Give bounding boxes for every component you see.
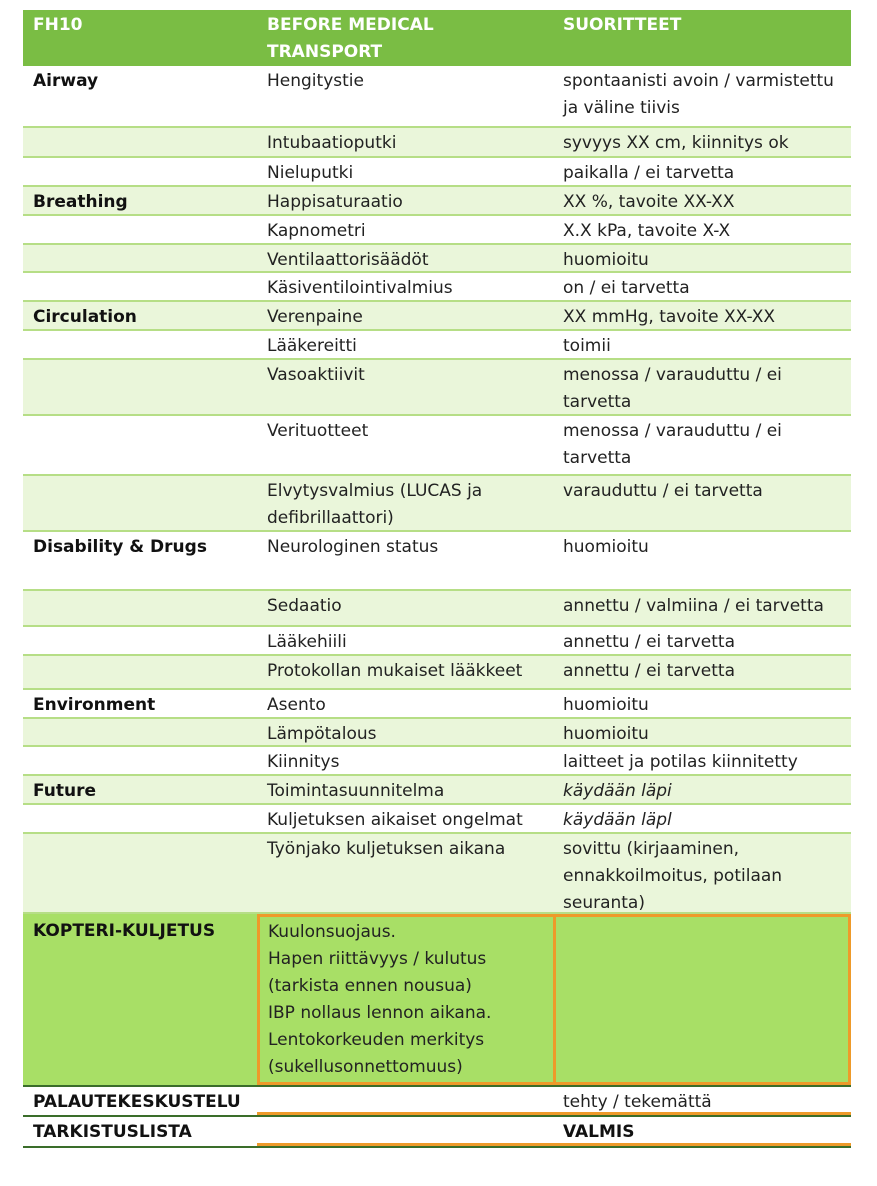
table-row xyxy=(23,532,851,591)
table-row xyxy=(23,273,851,302)
status-text: XX %, tavoite XX-XX xyxy=(563,192,735,212)
section-label xyxy=(23,627,257,654)
kopteri-notes xyxy=(257,914,553,1085)
section-label: KOPTERI-KULJETUS xyxy=(33,921,216,941)
header-col3: SUORITTEET xyxy=(563,15,682,35)
table-row xyxy=(23,128,851,158)
item-label: Toimintasuunnitelma xyxy=(267,781,445,801)
kopteri-line: Lentokorkeuden merkitys xyxy=(268,1030,485,1050)
table-row xyxy=(23,416,851,476)
section-label xyxy=(23,747,257,774)
status-text: annettu / valmiina / ei tarvetta xyxy=(563,596,824,616)
table-row xyxy=(23,66,851,128)
item-label: Kuljetuksen aikaiset ongelmat xyxy=(267,810,523,830)
status-text: annettu / ei tarvetta xyxy=(563,632,735,652)
status-text: tehty / tekemättä xyxy=(553,1087,851,1115)
section-label xyxy=(23,331,257,358)
status-text: varauduttu / ei tarvetta xyxy=(563,481,763,501)
section-label xyxy=(23,158,257,185)
header-col2: BEFORE MEDICAL TRANSPORT xyxy=(267,15,434,62)
kopteri-line: IBP nollaus lennon aikana. xyxy=(268,1003,492,1023)
header-col1: FH10 xyxy=(33,15,83,35)
status-text: spontaanisti avoin / varmistettu ja väline tiivis xyxy=(563,71,834,118)
table-header xyxy=(23,10,851,66)
checklist-table xyxy=(23,10,851,1148)
status-text: laitteet ja potilas kiinnitetty xyxy=(563,752,798,772)
table-row xyxy=(23,1085,851,1117)
section-label xyxy=(23,360,257,414)
status-text: huomioitu xyxy=(563,695,649,715)
kopteri-row xyxy=(23,914,851,1085)
status-text: käydään läpi xyxy=(563,781,672,801)
status-text: syvyys XX cm, kiinnitys ok xyxy=(563,133,789,153)
item-label: Lämpötalous xyxy=(267,724,377,744)
item-label: Neurologinen status xyxy=(267,537,439,557)
table-row xyxy=(23,591,851,627)
table-row xyxy=(23,158,851,187)
table-row xyxy=(23,719,851,747)
table-row xyxy=(23,476,851,532)
section-label xyxy=(23,273,257,300)
table-row xyxy=(23,360,851,416)
section-label: Environment xyxy=(33,695,156,715)
section-label xyxy=(23,216,257,243)
section-label: PALAUTEKESKUSTELU xyxy=(33,1092,241,1112)
section-label: Circulation xyxy=(33,307,137,327)
section-label xyxy=(23,128,257,156)
section-label: Disability & Drugs xyxy=(33,537,207,557)
item-label: Intubaatioputki xyxy=(267,133,397,153)
item-label xyxy=(257,1087,553,1115)
section-label xyxy=(23,719,257,745)
item-label: Käsiventilointivalmius xyxy=(267,278,453,298)
table-row xyxy=(23,187,851,216)
table-row xyxy=(23,302,851,331)
item-label: Hengitystie xyxy=(267,71,364,91)
table-row xyxy=(23,656,851,690)
item-label: Verenpaine xyxy=(267,307,363,327)
table-row xyxy=(23,776,851,805)
status-text: menossa / varauduttu / ei tarvetta xyxy=(563,421,782,468)
section-label xyxy=(23,591,257,625)
status-text: paikalla / ei tarvetta xyxy=(563,163,735,183)
section-label xyxy=(23,245,257,271)
section-label xyxy=(23,834,257,912)
table-row xyxy=(23,747,851,776)
item-label: Vasoaktiivit xyxy=(267,365,365,385)
status-text xyxy=(553,914,851,1085)
status-text: VALMIS xyxy=(553,1117,851,1146)
kopteri-line: (sukellusonnettomuus) xyxy=(268,1057,463,1077)
item-label: Nieluputki xyxy=(267,163,354,183)
item-label xyxy=(257,1117,553,1146)
item-label: Protokollan mukaiset lääkkeet xyxy=(267,661,523,681)
section-label: Breathing xyxy=(33,192,128,212)
status-text: huomioitu xyxy=(563,724,649,744)
status-text: X.X kPa, tavoite X-X xyxy=(563,221,731,241)
table-row xyxy=(23,331,851,360)
table-row xyxy=(23,834,851,914)
item-label: Kiinnitys xyxy=(267,752,340,772)
kopteri-line: (tarkista ennen nousua) xyxy=(268,976,472,996)
item-label: Asento xyxy=(267,695,326,715)
table-row xyxy=(23,805,851,834)
item-label: Lääkehiili xyxy=(267,632,347,652)
status-text: käydään läpl xyxy=(563,810,672,830)
section-label xyxy=(23,656,257,688)
status-text: huomioitu xyxy=(563,537,649,557)
item-label: Verituotteet xyxy=(267,421,369,441)
status-text: huomioitu xyxy=(563,250,649,270)
table-row xyxy=(23,1117,851,1148)
status-text: annettu / ei tarvetta xyxy=(563,661,735,681)
section-label xyxy=(23,416,257,474)
status-text: sovittu (kirjaaminen, ennakkoilmoitus, potilaan seuranta) xyxy=(563,839,783,913)
status-text: on / ei tarvetta xyxy=(563,278,690,298)
section-label xyxy=(23,805,257,832)
item-label: Lääkereitti xyxy=(267,336,357,356)
table-row xyxy=(23,627,851,656)
item-label: Kapnometri xyxy=(267,221,366,241)
item-label: Elvytysvalmius (LUCAS ja defibrillaattori) xyxy=(267,481,483,528)
section-label: Future xyxy=(33,781,97,801)
table-row xyxy=(23,245,851,273)
section-label xyxy=(23,476,257,530)
status-text: toimii xyxy=(563,336,611,356)
item-label: Happisaturaatio xyxy=(267,192,403,212)
kopteri-line: Hapen riittävyys / kulutus xyxy=(268,949,487,969)
kopteri-line: Kuulonsuojaus. xyxy=(268,922,396,942)
status-text: menossa / varauduttu / ei tarvetta xyxy=(563,365,782,412)
table-row xyxy=(23,690,851,719)
item-label: Ventilaattorisäädöt xyxy=(267,250,429,270)
section-label: Airway xyxy=(33,71,99,91)
item-label: Työnjako kuljetuksen aikana xyxy=(267,839,506,859)
item-label: Sedaatio xyxy=(267,596,342,616)
section-label: TARKISTUSLISTA xyxy=(33,1122,192,1142)
status-text: XX mmHg, tavoite XX-XX xyxy=(563,307,776,327)
table-row xyxy=(23,216,851,245)
